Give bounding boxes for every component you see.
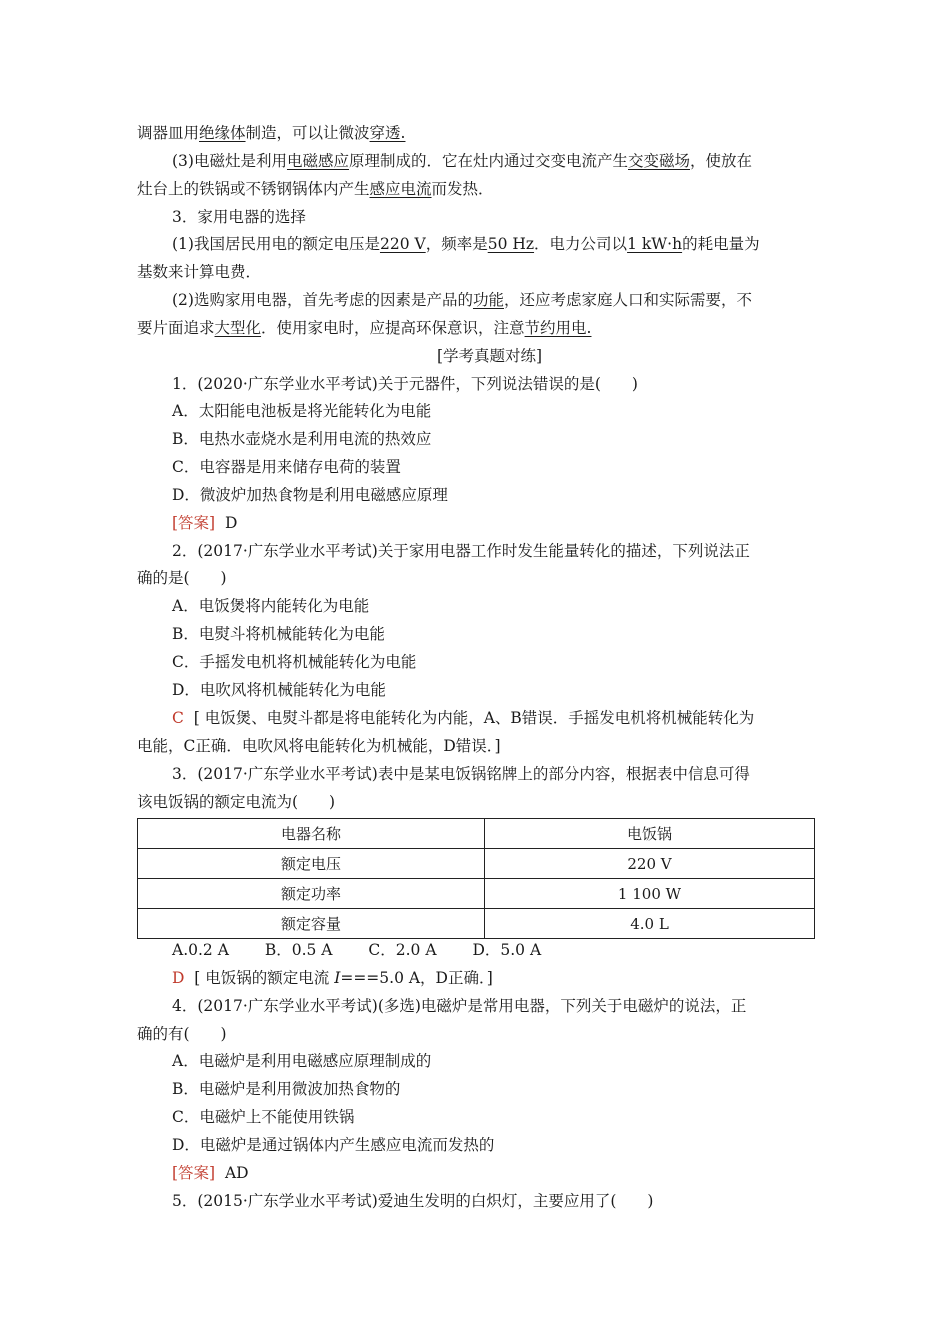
blank-answer: 1 kW·h bbox=[627, 235, 683, 253]
paragraph-line: (2)选购家用电器，首先考虑的因素是产品的功能，还应考虑家庭人口和实际需要，不 bbox=[172, 291, 752, 309]
question-stem: 5．(2015·广东学业水平考试)爱迪生发明的白炽灯，主要应用了( ) bbox=[172, 1192, 654, 1210]
option-a: A．电饭煲将内能转化为电能 bbox=[172, 597, 370, 615]
nameplate-table bbox=[137, 818, 815, 939]
paragraph-line: (3)电磁灶是利用电磁感应原理制成的．它在灶内通过交变电流产生交变磁场，使放在 bbox=[172, 152, 753, 170]
options-line: A.0.2 A B．0.5 A C．2.0 A D．5.0 A bbox=[172, 941, 542, 959]
paragraph-line: (1)我国居民用电的额定电压是220 V，频率是50 Hz．电力公司以1 kW·h的耗电量为 bbox=[172, 235, 760, 253]
answer-line bbox=[172, 1162, 249, 1184]
table-cell: 额定电压 bbox=[138, 849, 485, 879]
table-cell: 额定功率 bbox=[138, 879, 485, 909]
explanation-line: C [ 电饭煲、电熨斗都是将电能转化为内能，A、B错误．手摇发电机将机械能转化为 bbox=[172, 709, 755, 727]
section-title: [学考真题对练] bbox=[437, 347, 543, 365]
question-stem-cont: 确的有( ) bbox=[137, 1025, 227, 1043]
answer-value: AD bbox=[224, 1164, 249, 1182]
blank-answer: 穿透. bbox=[369, 124, 406, 142]
option-b: B．电热水壶烧水是利用电流的热效应 bbox=[172, 430, 432, 448]
answer-tag: [答案] bbox=[172, 514, 216, 532]
option-b: B．电熨斗将机械能转化为电能 bbox=[172, 625, 385, 643]
paragraph-line: 灶台上的铁锅或不锈钢锅体内产生感应电流而发热． bbox=[137, 180, 494, 198]
table-cell: 额定容量 bbox=[138, 909, 485, 939]
table-cell: 电器名称 bbox=[138, 819, 485, 849]
blank-answer: 绝缘体 bbox=[199, 124, 246, 142]
question-stem: 1．(2020·广东学业水平考试)关于元器件，下列说法错误的是( ) bbox=[172, 375, 638, 393]
question-stem-cont: 确的是( ) bbox=[137, 569, 227, 587]
question-stem: 3．(2017·广东学业水平考试)表中是某电饭锅铭牌上的部分内容，根据表中信息可得 bbox=[172, 765, 750, 783]
table-cell: 220 V bbox=[485, 849, 815, 879]
question-stem: 2．(2017·广东学业水平考试)关于家用电器工作时发生能量转化的描述，下列说法正 bbox=[172, 542, 750, 560]
question-stem-cont: 该电饭锅的额定电流为( ) bbox=[137, 793, 336, 811]
option-c: C．电容器是用来储存电荷的装置 bbox=[172, 458, 401, 476]
table-cell: 1 100 W bbox=[485, 879, 815, 909]
option-c: C．电磁炉上不能使用铁锅 bbox=[172, 1108, 355, 1126]
option-d: D．电磁炉是通过锅体内产生感应电流而发热的 bbox=[172, 1136, 495, 1154]
table-row bbox=[138, 849, 815, 879]
answer-value: C bbox=[172, 709, 184, 727]
current-variable: I bbox=[334, 969, 341, 987]
table-row bbox=[138, 879, 815, 909]
blank-answer: 交变磁场 bbox=[628, 152, 691, 170]
blank-answer: 节约用电. bbox=[524, 319, 592, 337]
blank-answer: 大型化 bbox=[214, 319, 262, 337]
question-stem: 4．(2017·广东学业水平考试)(多选)电磁炉是常用电器，下列关于电磁炉的说法，正 bbox=[172, 997, 747, 1015]
table-cell: 电饭锅 bbox=[485, 819, 815, 849]
paragraph-line: 基数来计算电费． bbox=[137, 263, 262, 281]
option-c: C．手摇发电机将机械能转化为电能 bbox=[172, 653, 417, 671]
table-row bbox=[138, 909, 815, 939]
explanation-line: D [ 电饭锅的额定电流 I===5.0 A，D正确．] bbox=[172, 969, 493, 987]
answer-value: D bbox=[224, 514, 238, 532]
table-cell: 4.0 L bbox=[485, 909, 815, 939]
table-row bbox=[138, 819, 815, 849]
answer-value: D bbox=[172, 969, 185, 987]
subheading: 3．家用电器的选择 bbox=[172, 208, 306, 226]
option-b: B．电磁炉是利用微波加热食物的 bbox=[172, 1080, 401, 1098]
paragraph-line: 要片面追求大型化．使用家电时，应提高环保意识，注意节约用电. bbox=[137, 319, 592, 337]
answer-tag: [答案] bbox=[172, 1164, 216, 1182]
blank-answer: 220 V bbox=[379, 235, 426, 253]
blank-answer: 电磁感应 bbox=[286, 152, 349, 170]
answer-line bbox=[172, 512, 237, 534]
explanation-line: 电能，C正确．电吹风将电能转化为机械能，D错误．] bbox=[137, 737, 501, 755]
option-d: D．微波炉加热食物是利用电磁感应原理 bbox=[172, 486, 448, 504]
option-d: D．电吹风将机械能转化为电能 bbox=[172, 681, 386, 699]
blank-answer: 感应电流 bbox=[369, 180, 432, 198]
option-a: A．电磁炉是利用电磁感应原理制成的 bbox=[172, 1052, 432, 1070]
blank-answer: 功能 bbox=[472, 291, 504, 309]
paragraph-line: 调器皿用绝缘体制造，可以让微波穿透. bbox=[137, 124, 406, 142]
blank-answer: 50 Hz bbox=[487, 235, 535, 253]
option-a: A．太阳能电池板是将光能转化为电能 bbox=[172, 402, 432, 420]
